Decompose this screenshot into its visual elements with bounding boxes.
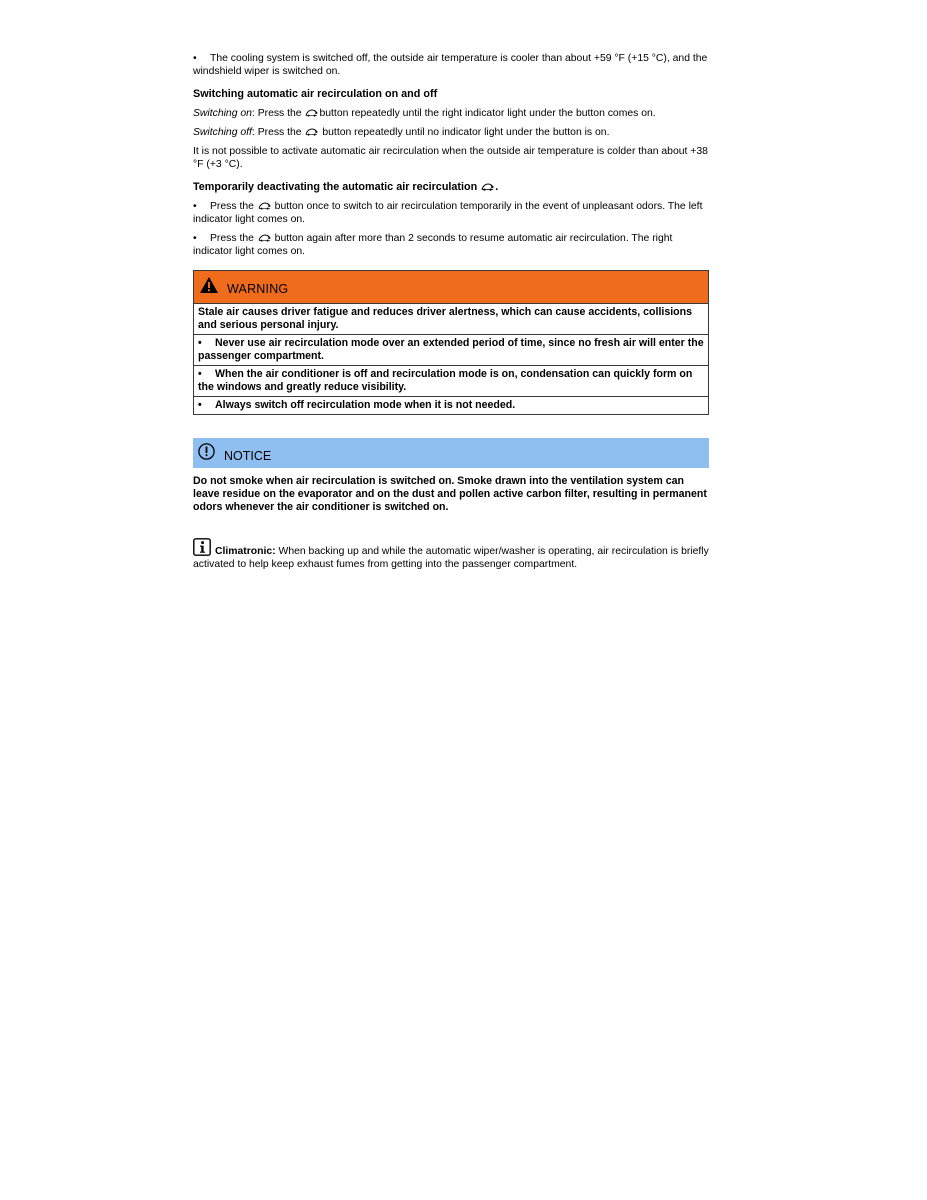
warning-item-text: Never use air recirculation mode over an extended period of time, since no fresh air will enter the passenger compartment. [198, 337, 704, 362]
manual-page [193, 52, 709, 571]
deactivate-bullet-1-prefix: Press the [210, 201, 257, 212]
deactivate-bullet-2-suffix: button again after more than 2 seconds to resume automatic air recirculation. The right indicator light comes on. [193, 233, 673, 257]
air-recirculation-icon [258, 202, 271, 210]
switching-on-label: Switching on [193, 108, 252, 119]
air-recirculation-icon [258, 234, 271, 242]
warning-item-text: When the air conditioner is off and recirculation mode is on, condensation can quickly form on the windows and greatly reduce visibility. [198, 368, 693, 393]
info-icon [193, 538, 211, 556]
warning-label: WARNING [227, 282, 289, 296]
warning-triangle-icon [199, 276, 219, 294]
switching-off-paragraph [193, 126, 709, 139]
notice-exclamation-icon [198, 443, 215, 460]
section-heading-text: Temporarily deactivating the automatic air recirculation [193, 181, 478, 193]
section-heading-recirculation-on-off: Switching automatic air recirculation on and off [193, 88, 438, 100]
warning-box [193, 270, 709, 415]
bullet-symbol: • [193, 53, 197, 64]
info-text: When backing up and while the automatic wiper/washer is operating, air recirculation is briefly activated to help keep exhaust fumes from getting into the passenger compartment. [193, 546, 709, 570]
warning-item-text: Always switch off recirculation mode when it is not needed. [215, 399, 516, 411]
deactivate-bullet-1 [193, 200, 709, 226]
switching-on-prefix: : Press the [251, 108, 305, 119]
bullet-symbol: • [193, 233, 197, 244]
bullet-symbol: • [193, 201, 197, 212]
bullet-symbol: • [198, 337, 202, 349]
warning-intro: Stale air causes driver fatigue and reduces driver alertness, which can cause accidents, collisions and serious personal injury. [194, 304, 708, 335]
switching-off-suffix: button repeatedly until no indicator light under the button is on. [319, 127, 610, 138]
section-heading-end: . [495, 181, 499, 193]
deactivate-bullet-1-suffix: button once to switch to air recirculation temporarily in the event of unpleasant odors. The left indicator light comes on. [193, 201, 703, 225]
deactivate-bullet-2 [193, 232, 709, 258]
temperature-note: It is not possible to activate automatic air recirculation when the outside air temperature is colder than about +38 °F (+3 °C). [193, 146, 708, 170]
air-recirculation-icon [305, 109, 318, 117]
notice-text: Do not smoke when air recirculation is switched on. Smoke drawn into the ventilation system can leave residue on the evaporator and on the dust and pollen active carbon filter, resulting in permanent odors whenever the air conditioner is switched on. [193, 475, 707, 513]
bullet-symbol: • [198, 399, 202, 411]
warning-header [194, 271, 708, 304]
info-label: Climatronic: [215, 546, 276, 557]
info-note [193, 538, 709, 571]
deactivate-bullet-2-prefix: Press the [210, 233, 257, 244]
notice-header [193, 438, 709, 468]
switching-on-suffix: button repeatedly until the right indicator light under the button comes on. [319, 108, 656, 119]
intro-bullet-text: The cooling system is switched off, the outside air temperature is cooler than about +59 °F (+15 °C), and the windshield wiper is switched on. [193, 53, 708, 77]
section-heading-temporarily-deactivating [193, 181, 709, 194]
intro-bullet [193, 52, 709, 78]
bullet-symbol: • [198, 368, 202, 380]
air-recirculation-icon [481, 183, 494, 191]
switching-off-prefix: : Press the [251, 127, 305, 138]
warning-item [194, 335, 708, 366]
air-recirculation-icon [305, 128, 318, 136]
warning-item [194, 397, 708, 414]
notice-label: NOTICE [224, 449, 272, 463]
switching-off-label: Switching off [193, 127, 252, 138]
switching-on-paragraph [193, 107, 709, 120]
warning-item [194, 366, 708, 397]
